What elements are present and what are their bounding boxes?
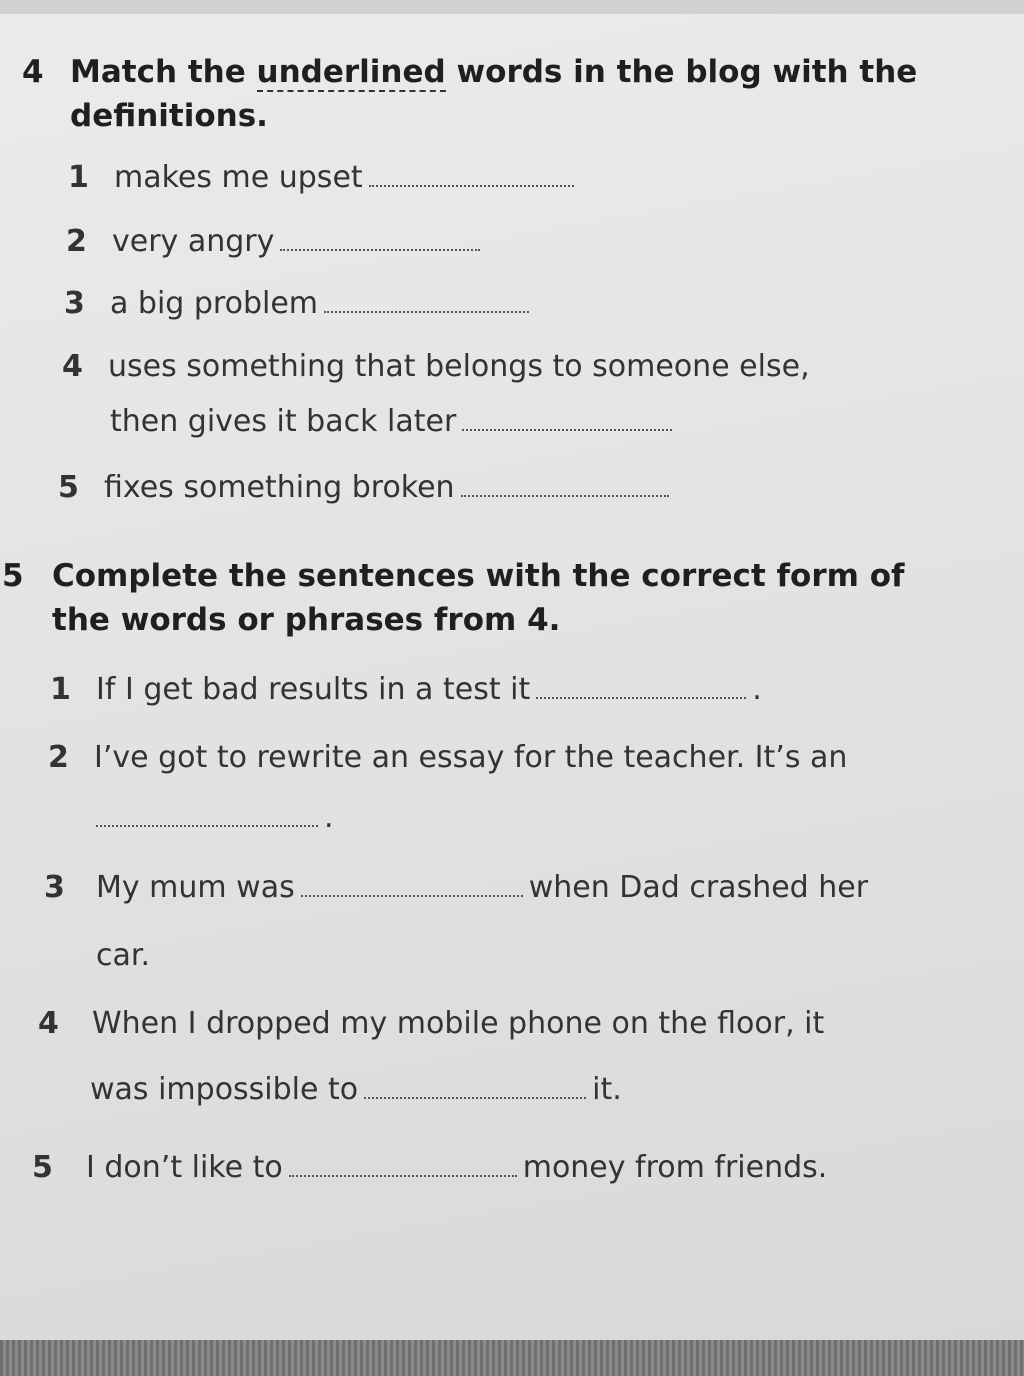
item-text: I don’t like to [86,1150,283,1185]
exercise-5-item-5 [32,1148,827,1188]
answer-blank[interactable] [461,493,669,497]
item-text-after: it. [592,1072,622,1107]
item-number: 5 [58,470,79,505]
exercise-4-title [22,50,918,138]
exercise-4-number: 4 [22,54,44,90]
exercise-5-item-2-line2 [96,798,334,838]
item-text: fixes something broken [104,470,455,505]
item-number: 3 [44,870,65,905]
exercise-4-item-4-line2 [110,402,678,442]
item-text: uses something that belongs to someone else, [108,349,810,384]
item-number: 1 [50,672,71,707]
answer-blank[interactable] [324,309,529,313]
item-text: If I get bad results in a test it [96,672,531,707]
item-text: My mum was [96,870,295,905]
exercise-4-item-4 [62,347,810,387]
item-text-after: . [752,672,762,707]
item-text-continued: car. [96,938,150,973]
exercise-4-item-5 [58,468,675,508]
answer-blank[interactable] [369,183,574,187]
item-number: 3 [64,286,85,321]
exercise-5-title-line2: the words or phrases from 4. [52,602,561,638]
exercise-4-item-3 [64,284,535,324]
item-number: 4 [38,1006,59,1041]
item-text: I’ve got to rewrite an essay for the teacher. It’s an [94,740,848,775]
answer-blank[interactable] [289,1173,517,1177]
exercise-5-item-3-line2 [96,936,150,976]
answer-blank[interactable] [96,823,318,827]
item-text: was impossible to [90,1072,359,1107]
exercise-4-title-part1: Match the [70,54,257,90]
exercise-5-title-line1: Complete the sentences with the correct form of [52,558,905,594]
exercise-4-item-1 [68,158,580,198]
answer-blank[interactable] [462,427,672,431]
item-text-continued: then gives it back later [110,404,457,439]
exercise-5-number: 5 [2,558,24,594]
exercise-4-item-2 [66,222,486,262]
answer-blank[interactable] [364,1095,586,1099]
item-text: very angry [112,224,275,259]
item-text: When I dropped my mobile phone on the floor, it [92,1006,825,1041]
answer-blank[interactable] [280,247,480,251]
item-number: 2 [66,224,87,259]
answer-blank[interactable] [536,695,746,699]
item-number: 5 [32,1150,53,1185]
page-bottom-band [0,1340,1024,1376]
answer-blank[interactable] [301,893,523,897]
exercise-5-item-2 [48,738,847,778]
exercise-5-item-3 [44,868,868,908]
exercise-4-title-part2: words in the blog with the [445,54,918,90]
item-text-after: money from friends. [522,1150,828,1185]
item-number: 4 [62,349,83,384]
exercise-5-item-1 [50,670,762,710]
item-text: makes me upset [114,160,363,195]
item-text-after: . [324,800,334,835]
exercise-4-title-underlined: underlined [256,54,446,90]
exercise-5-item-4-line2 [90,1070,622,1110]
exercise-5-title [2,554,905,642]
item-number: 1 [68,160,89,195]
exercise-5-item-4 [38,1004,824,1044]
item-number: 2 [48,740,69,775]
page-top-edge [0,0,1024,14]
exercise-4-title-line2: definitions. [70,98,268,134]
item-text: a big problem [110,286,319,321]
item-text-after: when Dad crashed her [528,870,869,905]
